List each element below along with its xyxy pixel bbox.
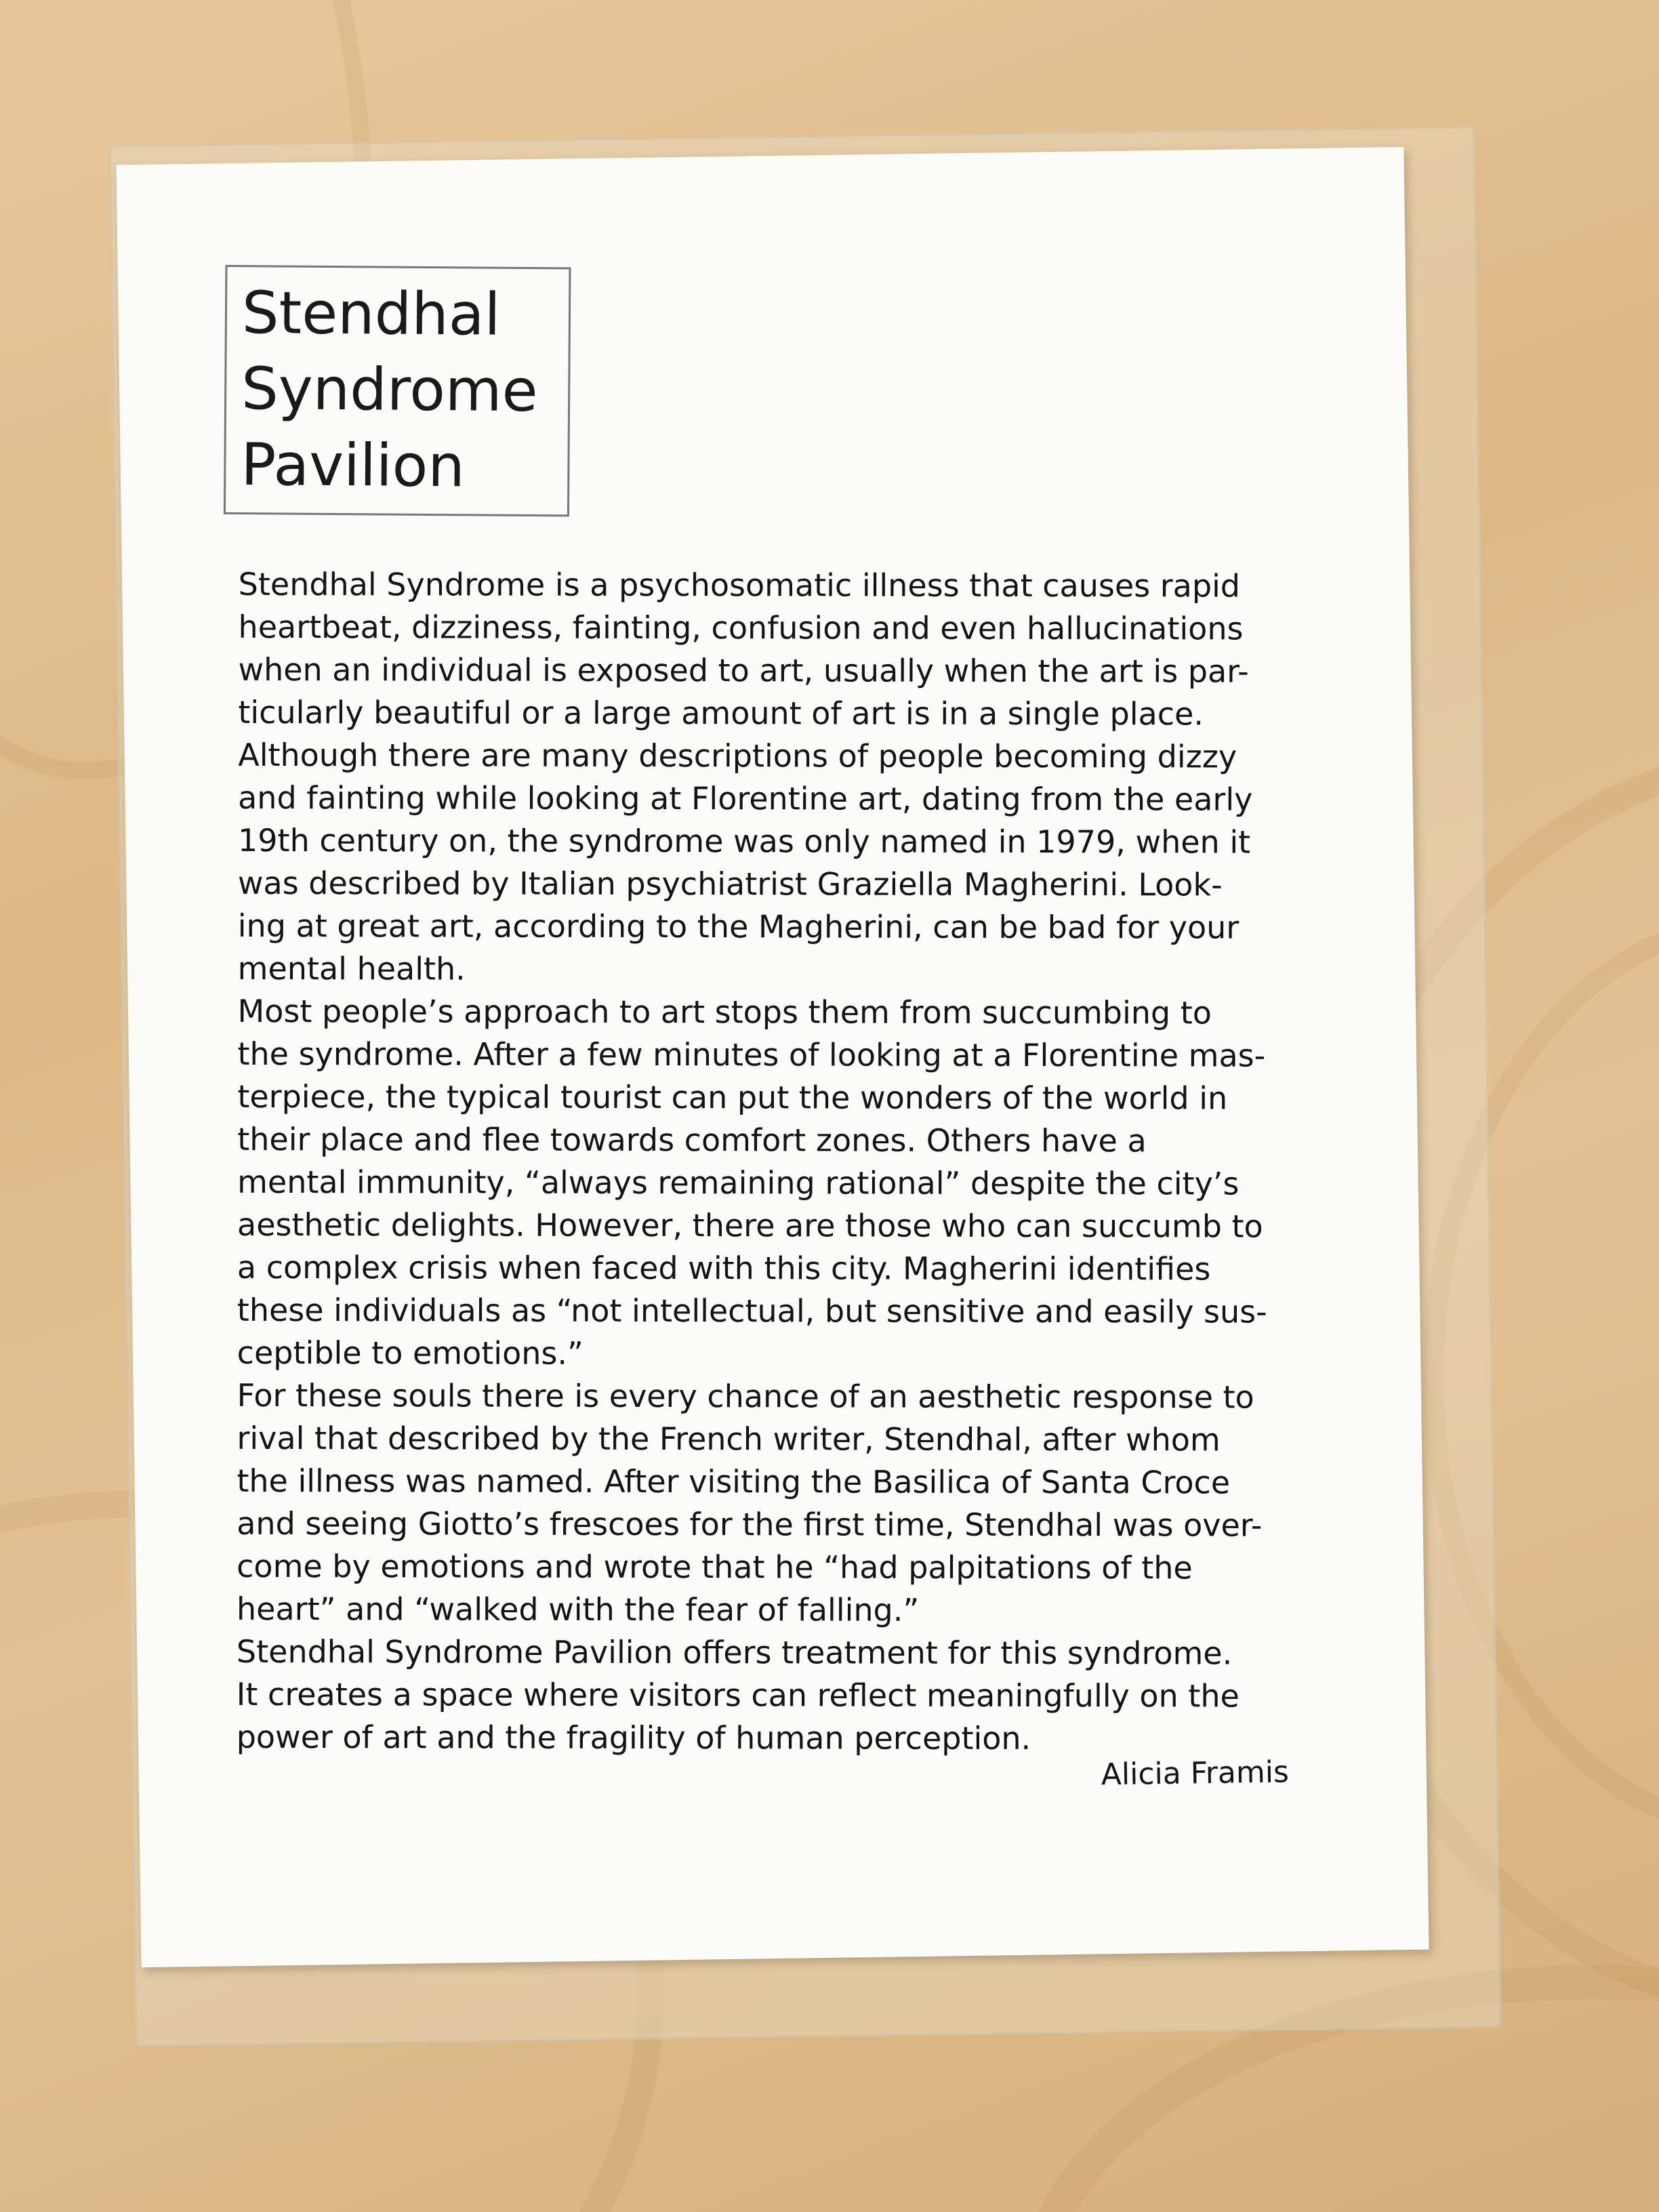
notice-sheet <box>117 147 1429 1967</box>
body-line: ceptible to emotions.” <box>237 1334 583 1372</box>
body-line: the illness was named. After visiting the Basilica of Santa Croce <box>237 1462 1231 1501</box>
body-line: was described by Italian psychiatrist Graziella Magherini. Look- <box>237 864 1223 903</box>
body-line: and seeing Giotto’s frescoes for the first time, Stendhal was over- <box>237 1504 1263 1544</box>
body-line: mental health. <box>237 949 466 987</box>
body-line: It creates a space where visitors can reflect meaningfully on the <box>236 1675 1240 1715</box>
body-line: Although there are many descriptions of people becoming dizzy <box>238 736 1237 775</box>
body-line: these individuals as “not intellectual, but sensitive and easily sus- <box>237 1291 1267 1330</box>
body-line: heart” and “walked with the fear of falling.” <box>237 1590 920 1629</box>
author-signature: Alicia Framis <box>1101 1755 1290 1793</box>
body-line: terpiece, the typical tourist can put the wonders of the world in <box>237 1078 1228 1117</box>
body-line: Stendhal Syndrome Pavilion offers treatment for this syndrome. <box>236 1633 1233 1672</box>
body-line: ing at great art, according to the Magherini, can be bad for your <box>237 907 1240 946</box>
body-line: For these souls there is every chance of an aesthetic response to <box>237 1376 1254 1416</box>
title-box <box>224 265 571 517</box>
body-line: the syndrome. After a few minutes of looking at a Florentine mas- <box>237 1035 1266 1074</box>
title-line: Syndrome <box>241 355 538 426</box>
body-line: rival that described by the French writer, Stendhal, after whom <box>237 1419 1221 1458</box>
body-line: a complex crisis when faced with this city. Magherini identifies <box>237 1248 1211 1288</box>
body-line: aesthetic delights. However, there are those who can succumb to <box>237 1206 1263 1245</box>
body-line: Most people’s approach to art stops them from succumbing to <box>237 992 1212 1031</box>
body-line: ticularly beautiful or a large amount of art is in a single place. <box>238 693 1204 733</box>
body-line: when an individual is exposed to art, usually when the art is par- <box>238 651 1249 690</box>
body-line: power of art and the fragility of human perception. <box>236 1718 1031 1757</box>
body-line: heartbeat, dizziness, fainting, confusion and even hallucinations <box>238 608 1244 647</box>
body-line: 19th century on, the syndrome was only named in 1979, when it <box>237 821 1251 861</box>
body-line: and fainting while looking at Florentine art, dating from the early <box>238 779 1253 818</box>
title-line: Stendhal <box>241 279 501 349</box>
body-line: Stendhal Syndrome is a psychosomatic illness that causes rapid <box>238 565 1241 605</box>
body-line: come by emotions and wrote that he “had palpitations of the <box>237 1547 1193 1586</box>
body-text <box>237 563 1323 1761</box>
body-line: mental immunity, “always remaining rational” despite the city’s <box>237 1163 1240 1202</box>
title-line: Pavilion <box>241 431 466 501</box>
body-line: their place and flee towards comfort zones. Others have a <box>237 1120 1147 1160</box>
